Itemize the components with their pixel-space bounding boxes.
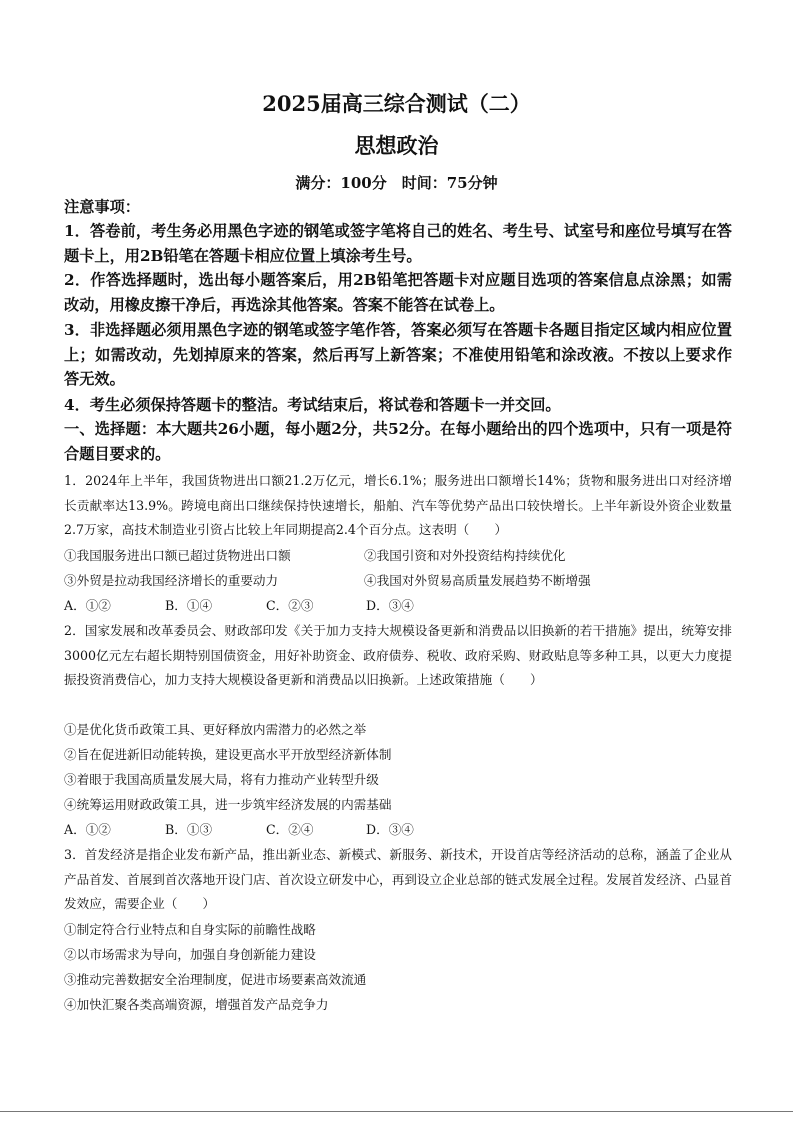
- question-1-statement-1: ①我国服务进出口额已超过货物进出口额: [64, 548, 291, 563]
- question-2-statement-4: ④统筹运用财政政策工具，进一步筑牢经济发展的内需基础: [64, 797, 392, 812]
- question-3-statement-3: ③推动完善数据安全治理制度，促进市场要素高效流通: [64, 972, 367, 987]
- question-2-statement-3: ③着眼于我国高质量发展大局，将有力推动产业转型升级: [64, 772, 379, 787]
- question-2-choice-a: A．①②: [64, 822, 111, 837]
- question-2-statement-2: ②旨在促进新旧动能转换，建设更高水平开放型经济新体制: [64, 747, 392, 762]
- score-time-line: 满分：100分 时间：75分钟: [295, 174, 498, 192]
- question-2-choice-b: B．①③: [165, 822, 213, 837]
- subject-title: 思想政治: [354, 133, 439, 158]
- question-2-statement-1: ①是优化货币政策工具、更好释放内需潜力的必然之举: [64, 722, 367, 737]
- question-3-statement-2: ②以市场需求为导向，加强自身创新能力建设: [64, 947, 316, 962]
- question-3-statement-1: ①制定符合行业特点和自身实际的前瞻性战略: [64, 922, 316, 937]
- question-1-choice-b: B．①④: [165, 598, 213, 613]
- notice-item-3: 3．非选择题必须用黑色字迹的钢笔或签字笔作答，答案必须写在答题卡各题目指定区域内相应位置上；如需改动，先划掉原来的答案，然后再写上新答案；不准使用铅笔和涂改液。不按以上要求作答无效。: [64, 321, 732, 388]
- question-1-choice-d: D．③④: [366, 598, 414, 613]
- question-2-choice-c: C．②④: [266, 822, 314, 837]
- section-heading: 一、选择题：本大题共26小题，每小题2分，共52分。在每小题给出的四个选项中，只有一项是符合题目要求的。: [64, 420, 732, 463]
- notice-heading: 注意事项：: [64, 198, 140, 216]
- question-1-choice-a: A．①②: [64, 598, 111, 613]
- notice-item-4: 4．考生必须保持答题卡的整洁。考试结束后，将试卷和答题卡一并交回。: [64, 396, 561, 414]
- page-bottom-rule: [0, 1111, 793, 1112]
- question-1-statement-2: ②我国引资和对外投资结构持续优化: [364, 548, 566, 563]
- question-1-choice-c: C．②③: [266, 598, 314, 613]
- question-3-statement-4: ④加快汇聚各类高端资源，增强首发产品竞争力: [64, 997, 329, 1012]
- notice-item-1: 1．答卷前，考生务必用黑色字迹的钢笔或签字笔将自己的姓名、考生号、试室号和座位号填写在答题卡上，用2B铅笔在答题卡相应位置上填涂考生号。: [64, 222, 732, 265]
- question-1-stem: 1．2024年上半年，我国货物进出口额21.2万亿元，增长6.1%；服务进出口额增长14%；货物和服务进出口对经济增长贡献率达13.9%。跨境电商出口继续保持快速增长，船舶、汽车等优势产品出口较快增长。上半年新设外资企业数量2.7万家，高技术制造业引资占比较上年同期提高2.4个百分点。这表明（ ）: [64, 473, 732, 538]
- question-3-stem: 3．首发经济是指企业发布新产品，推出新业态、新模式、新服务、新技术，开设首店等经济活动的总称，涵盖了企业从产品首发、首展到首次落地开设门店、首次设立研发中心，再到设立企业总部的链式发展全过程。发展首发经济、凸显首发效应，需要企业（ ）: [64, 847, 732, 912]
- question-1-statement-3: ③外贸是拉动我国经济增长的重要动力: [64, 573, 279, 588]
- question-2-stem: 2．国家发展和改革委员会、财政部印发《关于加力支持大规模设备更新和消费品以旧换新的若干措施》提出，统筹安排3000亿元左右超长期特别国债资金，用好补助资金、政府债券、税收、政府采购、财政贴息等多种工具，以更大力度提振投资消费信心，加力支持大规模设备更新和消费品以旧换新。上述政策措施（ ）: [64, 623, 732, 688]
- exam-title: 2025届高三综合测试（二）: [262, 91, 531, 116]
- notice-item-2: 2．作答选择题时，选出每小题答案后，用2B铅笔把答题卡对应题目选项的答案信息点涂黑；如需改动，用橡皮擦干净后，再选涂其他答案。答案不能答在试卷上。: [64, 271, 732, 314]
- question-2-choice-d: D．③④: [366, 822, 414, 837]
- question-1-statement-4: ④我国对外贸易高质量发展趋势不断增强: [364, 573, 591, 588]
